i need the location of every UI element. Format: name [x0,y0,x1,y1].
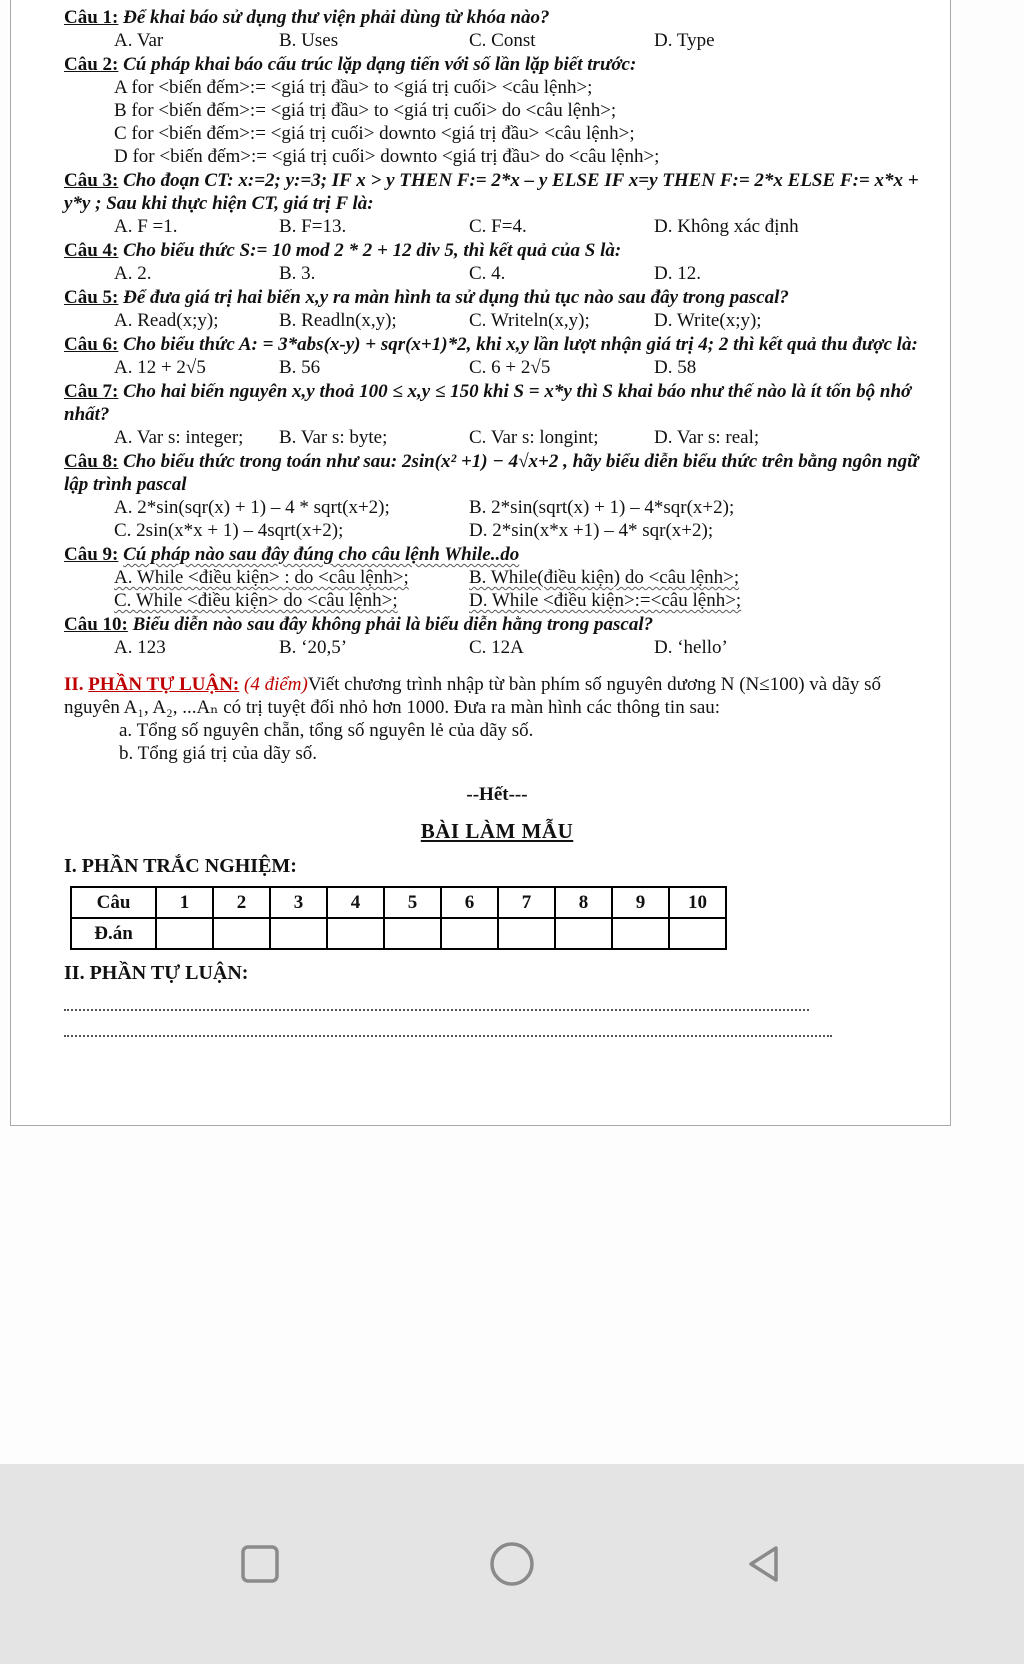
answer-cell [612,918,669,949]
answer-option: D. ‘hello’ [654,637,728,658]
question-block [64,286,930,332]
question-text: Cú pháp nào sau đây đúng cho câu lệnh While..do [123,544,520,565]
answer-table-header-cell: 3 [270,887,327,918]
essay-section-heading [64,673,930,719]
triangle-icon [743,1542,785,1586]
question-block [64,380,930,449]
answer-option: D for <biến đếm>:= <giá trị cuối> downto <giá trị đầu> do <câu lệnh>; [114,146,660,167]
question-line [64,333,930,356]
android-navigation-bar [0,1464,1024,1664]
answer-table-header-cell: 7 [498,887,555,918]
answer-option: D. Var s: real; [654,427,760,448]
end-marker: --Hết--- [466,784,528,805]
answer-options [64,496,930,542]
question-label: Câu 5: [64,287,119,308]
question-block [64,239,930,285]
answer-option: A. Var [114,30,164,51]
essay-section-points: (4 điểm) [239,674,308,695]
answer-option: B. While(điều kiện) do <câu lệnh>; [469,567,740,588]
answer-option: D. Write(x;y); [654,310,762,331]
question-text: Cho biểu thức trong toán như sau: 2sin(x² +1) − 4√x+2 , hãy biểu diễn biểu thức trên bằng ngôn ngữ lập trình pascal [64,451,919,495]
question-line [64,169,930,215]
exam-document-page [10,0,951,1126]
question-block [64,543,930,612]
question-text: Cho hai biến nguyên x,y thoả 100 ≤ x,y ≤ 150 khi S = x*y thì S khai báo như thế nào là ít tốn bộ nhớ nhất? [64,381,912,425]
circle-icon [489,1541,535,1587]
question-label: Câu 7: [64,381,119,402]
question-block [64,613,930,659]
answer-cell [213,918,270,949]
answer-option: B. 2*sin(sqrt(x) + 1) – 4*sqr(x+2); [469,497,735,518]
essay-section-intro: Viết chương trình nhập từ bàn phím số nguyên dương N (N≤100) và dãy số nguyên A₁, A₂, ...Aₙ có trị tuyệt đối nhỏ hơn 1000. Đưa ra màn hình các thông tin sau: [64,674,882,718]
essay-item: a. Tổng số nguyên chẵn, tổng số nguyên lẻ của dãy số. [119,720,534,741]
back-button[interactable] [738,1538,790,1590]
question-line [64,286,930,309]
question-line [64,6,930,29]
question-line [64,53,930,76]
answer-cell [384,918,441,949]
question-label: Câu 6: [64,334,119,355]
answer-options [64,566,930,612]
mc-section-heading: I. PHẦN TRẮC NGHIỆM: [64,855,297,877]
question-text: Để đưa giá trị hai biến x,y ra màn hình ta sử dụng thủ tục nào sau đây trong pascal? [123,287,789,308]
answer-table-header-cell: 8 [555,887,612,918]
question-label: Câu 4: [64,240,119,261]
answer-cell [327,918,384,949]
answer-cell [555,918,612,949]
question-text: Cho biểu thức S:= 10 mod 2 * 2 + 12 div 5, thì kết quả của S là: [123,240,622,261]
answer-option: B. F=13. [279,216,347,237]
answer-option: B. ‘20,5’ [279,637,348,658]
answer-option: D. Type [654,30,715,51]
answer-option: A. Read(x;y); [114,310,219,331]
answer-option: C for <biến đếm>:= <giá trị cuối> downto <giá trị đầu> <câu lệnh>; [114,123,635,144]
answer-option: C. 2sin(x*x + 1) – 4sqrt(x+2); [114,520,344,541]
question-list [64,6,930,659]
essay-answer-heading: II. PHẦN TỰ LUẬN: [64,962,249,984]
answer-options [64,309,930,332]
answer-option: C. While <điều kiện> do <câu lệnh>; [114,590,398,611]
answer-option: C. 12A [469,637,524,658]
answer-option: D. While <điều kiện>:=<câu lệnh>; [469,590,742,611]
answer-option: C. 6 + 2√5 [469,357,551,378]
answer-table-header-cell: 5 [384,887,441,918]
question-block [64,450,930,542]
question-line [64,239,930,262]
question-text: Để khai báo sử dụng thư viện phải dùng từ khóa nào? [123,7,550,28]
answer-option: C. Var s: longint; [469,427,599,448]
square-icon [238,1542,282,1586]
answer-options [64,636,930,659]
answer-table-header-row [71,887,726,918]
question-line [64,380,930,426]
answer-options [64,76,930,168]
answer-option: D. Không xác định [654,216,799,237]
question-line [64,450,930,496]
question-label: Câu 2: [64,54,119,75]
answer-row-label: Đ.án [71,918,156,949]
question-block [64,6,930,52]
question-line [64,543,930,566]
answer-option: D. 2*sin(x*x +1) – 4* sqr(x+2); [469,520,714,541]
answer-option: C. Const [469,30,536,51]
question-block [64,53,930,168]
answer-table-header-cell: 2 [213,887,270,918]
essay-section-title: PHẦN TỰ LUẬN: [88,674,240,695]
sample-answer-title: BÀI LÀM MẪU [420,819,574,843]
question-text: Cú pháp khai báo cấu trúc lặp dạng tiến với số lần lặp biết trước: [123,54,637,75]
answer-options [64,29,930,52]
question-text: Cho đoạn CT: x:=2; y:=3; IF x > y THEN F:= 2*x – y ELSE IF x=y THEN F:= 2*x ELSE F:= x*x + y*y ; Sau khi thực hiện CT, giá trị F là: [64,170,919,214]
answer-option: B. 56 [279,357,321,378]
answer-option: B. Readln(x,y); [279,310,397,331]
answer-cell [156,918,213,949]
essay-item: b. Tổng giá trị của dãy số. [119,743,318,764]
answer-option: A. Var s: integer; [114,427,244,448]
answer-option: B. Uses [279,30,339,51]
answer-option: B. Var s: byte; [279,427,388,448]
essay-items [64,719,930,765]
question-label: Câu 8: [64,451,119,472]
answer-dotted-line [64,1025,832,1037]
answer-option: A. While <điều kiện> : do <câu lệnh>; [114,567,409,588]
answer-options [64,262,930,285]
answer-options [64,215,930,238]
answer-table [70,886,727,950]
answer-option: B for <biến đếm>:= <giá trị đầu> to <giá trị cuối> do <câu lệnh>; [114,100,617,121]
question-text: Cho biểu thức A: = 3*abs(x-y) + sqr(x+1)*2, khi x,y lần lượt nhận giá trị 4; 2 thì kết quả thu được là: [123,334,918,355]
answer-table-header-cell: Câu [71,887,156,918]
question-label: Câu 10: [64,614,128,635]
answer-option: A. F =1. [114,216,178,237]
question-label: Câu 1: [64,7,119,28]
recent-apps-button[interactable] [234,1538,286,1590]
question-label: Câu 9: [64,544,119,565]
answer-option: A. 2*sin(sqr(x) + 1) – 4 * sqrt(x+2); [114,497,390,518]
answer-table-answer-row [71,918,726,949]
answer-option: D. 12. [654,263,701,284]
answer-table-header-cell: 6 [441,887,498,918]
answer-option: A. 12 + 2√5 [114,357,206,378]
answer-option: A. 2. [114,263,152,284]
answer-table-header-cell: 4 [327,887,384,918]
home-button[interactable] [486,1538,538,1590]
question-block [64,169,930,238]
question-block [64,333,930,379]
answer-option: C. F=4. [469,216,527,237]
answer-cell [441,918,498,949]
answer-options [64,426,930,449]
answer-table-header-cell: 1 [156,887,213,918]
answer-option: A for <biến đếm>:= <giá trị đầu> to <giá trị cuối> <câu lệnh>; [114,77,593,98]
answer-option: A. 123 [114,637,166,658]
answer-option: B. 3. [279,263,316,284]
answer-cell [669,918,726,949]
question-line [64,613,930,636]
answer-option: C. Writeln(x,y); [469,310,590,331]
question-text: Biểu diễn nào sau đây không phải là biểu diễn hằng trong pascal? [132,614,654,635]
answer-option: C. 4. [469,263,506,284]
answer-option: D. 58 [654,357,697,378]
essay-section-numeral: II. [64,674,84,695]
answer-options [64,356,930,379]
answer-cell [498,918,555,949]
answer-table-header-cell: 10 [669,887,726,918]
answer-cell [270,918,327,949]
question-label: Câu 3: [64,170,119,191]
answer-dotted-line [64,999,809,1011]
answer-table-header-cell: 9 [612,887,669,918]
